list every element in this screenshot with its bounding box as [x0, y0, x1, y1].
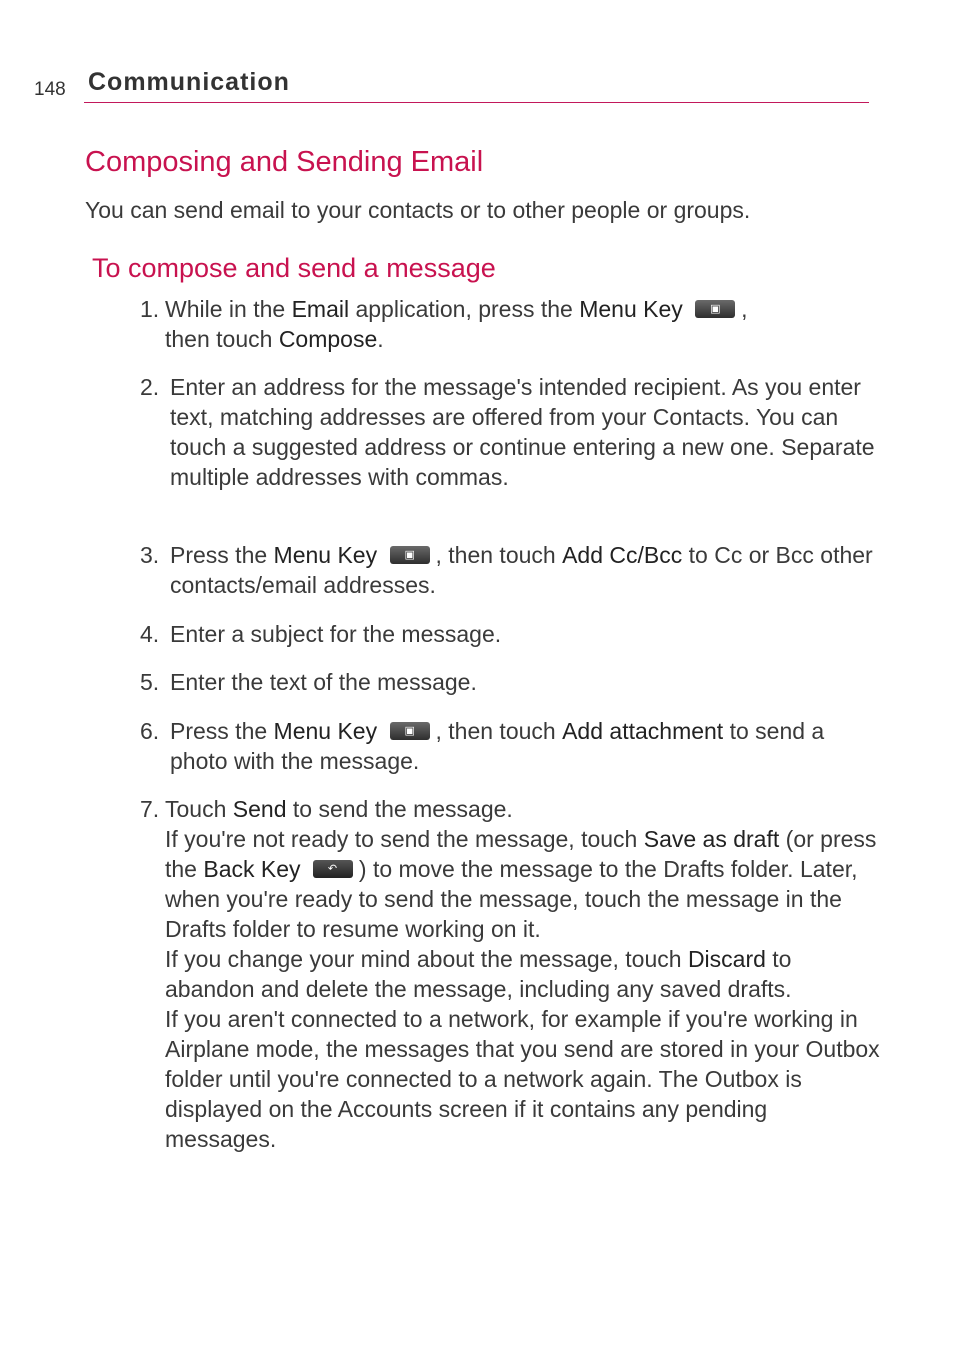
section-title: Communication: [88, 68, 290, 96]
add-attachment-label: Add attachment: [562, 718, 724, 744]
step-text: Enter the text of the message.: [170, 669, 477, 695]
step-text: application, press the: [355, 296, 573, 322]
step-number: 5.: [140, 669, 160, 695]
back-key-icon: ↶: [313, 860, 353, 878]
step-text: ) to move the message to the Drafts folder. Later, when you're ready to send the message, touch the message in the Drafts folder to resume working on it.: [165, 856, 858, 942]
send-label: Send: [232, 796, 287, 822]
header-divider: [84, 102, 869, 103]
section-subtitle: To compose and send a message: [92, 253, 496, 283]
step-text: to abandon and delete the message, including any saved drafts.: [165, 946, 792, 1002]
step-number: 1.: [140, 296, 160, 322]
step-text: to send a photo with the message.: [170, 718, 825, 774]
step-text: to Cc or Bcc other contacts/email addresses.: [170, 542, 873, 598]
step-number: 2.: [140, 374, 160, 400]
step-text: Press the: [170, 542, 268, 568]
step-number: 3.: [140, 542, 160, 568]
step-text: If you aren't connected to a network, for example if you're working in Airplane mode, the messages that you send are stored in your Outbox folder until you're connected to a network again. The Outbox is displayed on the Accounts screen if it contains any pending messages.: [165, 1006, 880, 1152]
menu-key-icon: ▣: [390, 722, 430, 740]
step-6: [140, 716, 880, 776]
step-text: then touch: [165, 326, 273, 352]
menu-key-icon: ▣: [695, 300, 735, 318]
intro-paragraph: You can send email to your contacts or to other people or groups.: [85, 197, 751, 223]
step-text: Press the: [170, 718, 268, 744]
compose-label: Compose: [278, 326, 378, 352]
step-text: .: [377, 326, 384, 352]
step-7: [140, 794, 880, 1154]
step-text: Enter an address for the message's intended recipient. As you enter text, matching addresses are offered from your Contacts. You can touch a suggested address or continue entering a new one. Separate multiple addresses with commas.: [170, 374, 875, 490]
step-text: , then touch: [435, 718, 556, 744]
step-number: 7.: [140, 796, 160, 822]
step-2: [140, 372, 880, 492]
back-key-label: Back Key: [203, 856, 301, 882]
step-text: , then touch: [435, 542, 556, 568]
menu-key-icon: ▣: [390, 546, 430, 564]
step-text: Enter a subject for the message.: [170, 621, 502, 647]
discard-label: Discard: [687, 946, 766, 972]
page-title: Composing and Sending Email: [85, 146, 484, 178]
step-5: [140, 667, 880, 697]
step-number: 6.: [140, 718, 160, 744]
add-cc-bcc-label: Add Cc/Bcc: [562, 542, 683, 568]
step-text: If you're not ready to send the message, touch: [165, 826, 638, 852]
step-3: [140, 540, 880, 600]
step-text: If you change your mind about the message, touch: [165, 946, 682, 972]
step-text: Touch: [165, 796, 227, 822]
email-app-label: Email: [291, 296, 350, 322]
step-text: to send the message.: [292, 796, 513, 822]
menu-key-label: Menu Key: [273, 542, 378, 568]
step-text: ,: [741, 296, 748, 322]
step-number: 4.: [140, 621, 160, 647]
menu-key-label: Menu Key: [579, 296, 683, 322]
page-number: 148: [34, 79, 66, 100]
menu-key-label: Menu Key: [273, 718, 378, 744]
step-1: [140, 294, 880, 354]
step-text: (or press the: [165, 826, 877, 882]
save-as-draft-label: Save as draft: [643, 826, 780, 852]
step-4: [140, 619, 880, 649]
step-text: While in the: [165, 296, 286, 322]
